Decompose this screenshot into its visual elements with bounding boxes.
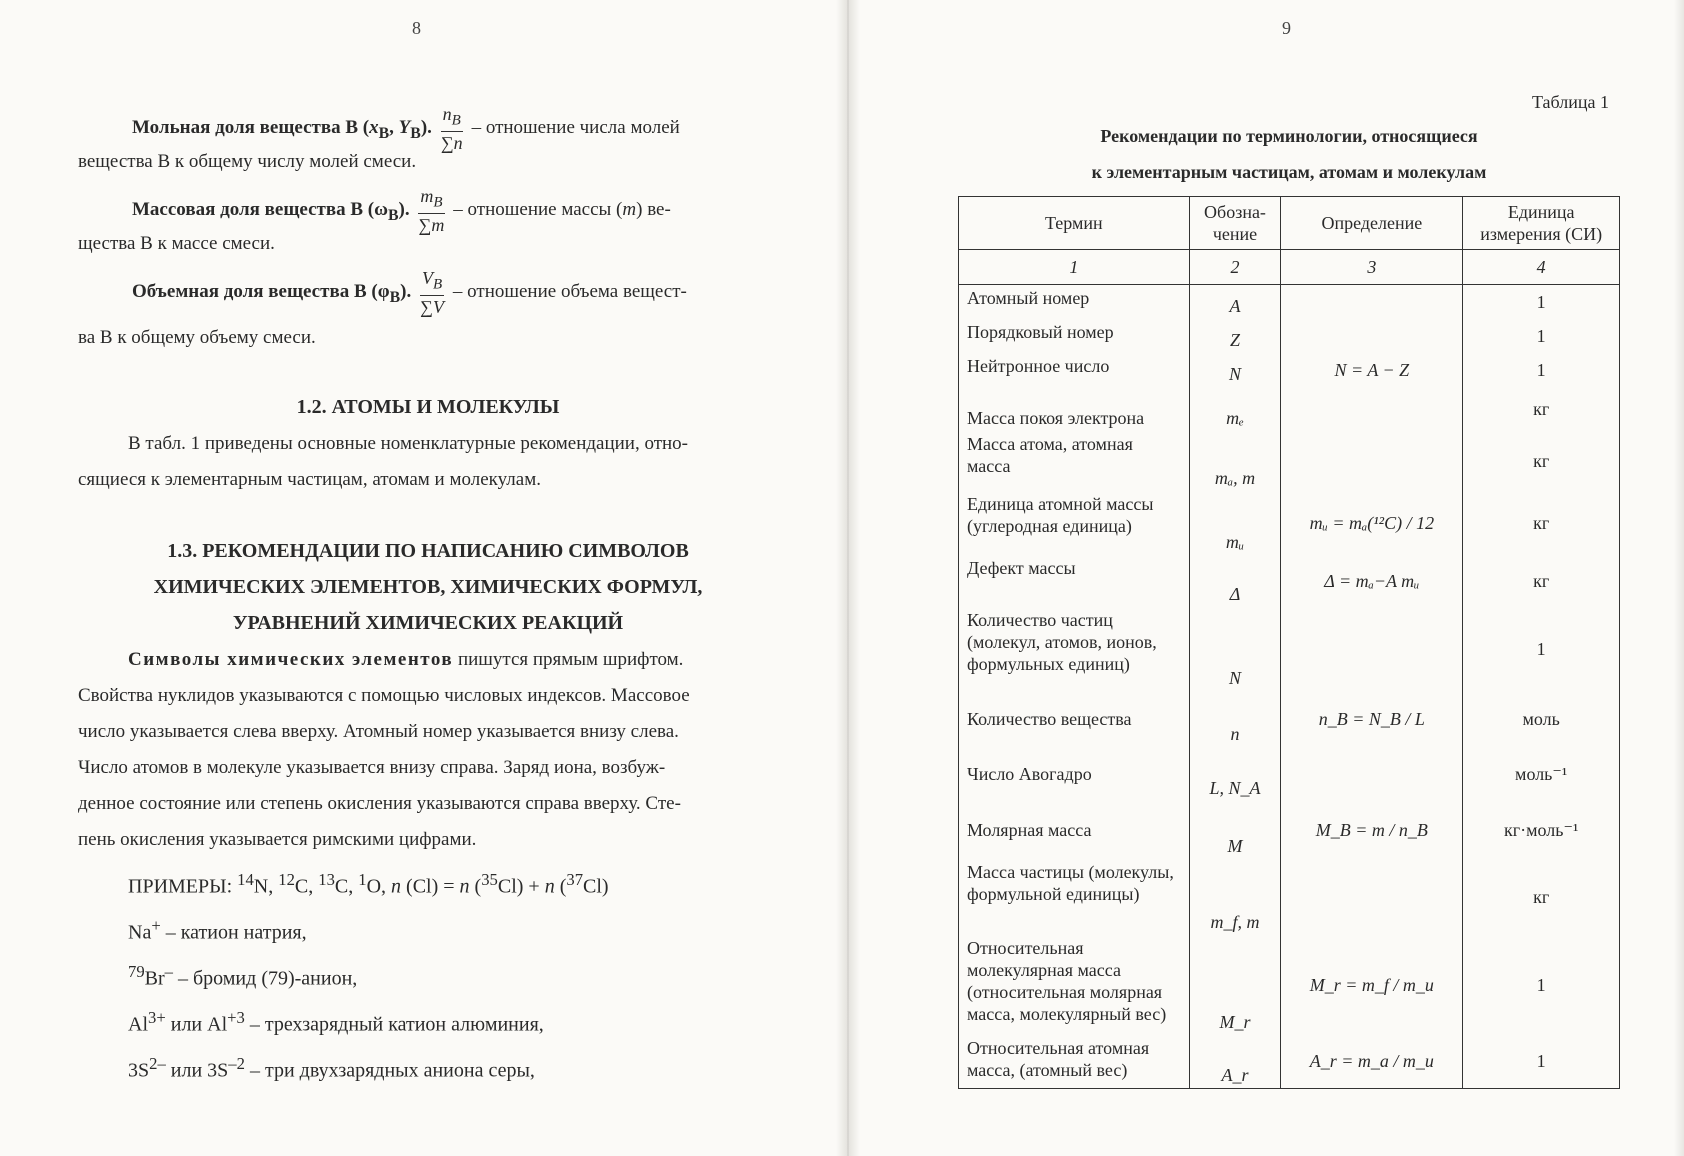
symbol-cell: A bbox=[1189, 285, 1281, 319]
section-1-3-title-line1: 1.3. РЕКОМЕНДАЦИИ ПО НАПИСАНИЮ СИМВОЛОВ bbox=[167, 540, 689, 562]
definition-cell bbox=[1281, 747, 1463, 801]
symbols-line3: Число атомов в молекуле указывается внизу справа. Заряд иона, возбуж- bbox=[78, 757, 666, 778]
term-cell: Масса покоя электрона bbox=[959, 387, 1190, 431]
example-na: Na+ – катион натрия, bbox=[128, 916, 307, 944]
symbol-cell: mₐ, m bbox=[1189, 431, 1281, 491]
table-row bbox=[959, 691, 1620, 747]
symbols-line4: денное состояние или степень окисления указываются справа вверху. Сте- bbox=[78, 793, 681, 814]
symbol-cell: mₑ bbox=[1189, 387, 1281, 431]
symbol-cell: Z bbox=[1189, 319, 1281, 353]
symbols-lead-bold: Символы химических элементов bbox=[128, 649, 454, 670]
definition-cell bbox=[1281, 319, 1463, 353]
unit-cell: кг·моль⁻¹ bbox=[1463, 801, 1620, 859]
unit-cell: 1 bbox=[1463, 935, 1620, 1035]
term-cell: Порядковый номер bbox=[959, 319, 1190, 353]
symbol-cell: mᵤ bbox=[1189, 491, 1281, 555]
symbols-line1: Свойства нуклидов указываются с помощью числовых индексов. Массовое bbox=[78, 685, 690, 706]
definition-cell: A_r = m_a / m_u bbox=[1281, 1035, 1463, 1089]
unit-cell: моль⁻¹ bbox=[1463, 747, 1620, 801]
term-cell: Атомный номер bbox=[959, 285, 1190, 319]
mass-fraction-line2: щества В к массе смеси. bbox=[78, 233, 275, 254]
symbols-line5: пень окисления указывается римскими цифрами. bbox=[78, 829, 477, 850]
col-number: 3 bbox=[1281, 250, 1463, 285]
unit-cell: 1 bbox=[1463, 1035, 1620, 1089]
examples-line: ПРИМЕРЫ: $^{14}$N, $^{12}$C, $^{13}$C, $^1$O, n (Cl) = n ($^{35}$Cl) + n ($^{37}$Cl) bbox=[128, 870, 609, 898]
table-title-line1: Рекомендации по терминологии, относящиеся bbox=[1100, 126, 1478, 146]
mole-fraction-line: Мольная доля вещества В ($x_B$, $Y_B$). $\frac{n_B}{\sum n}$ – отношение числа молей bbox=[132, 104, 680, 153]
symbol-cell: L, N_A bbox=[1189, 747, 1281, 801]
col-number: 2 bbox=[1189, 250, 1281, 285]
unit-cell: кг bbox=[1463, 859, 1620, 935]
table-row bbox=[959, 353, 1620, 387]
column-numbers-row bbox=[959, 250, 1620, 285]
table-row bbox=[959, 607, 1620, 691]
col-header-definition: Определение bbox=[1281, 197, 1463, 250]
table-row bbox=[959, 285, 1620, 319]
table-row bbox=[959, 555, 1620, 607]
table-header-row bbox=[959, 197, 1620, 250]
definition-cell bbox=[1281, 387, 1463, 431]
term-cell: Масса атома, атомная масса bbox=[959, 431, 1190, 491]
term-cell: Относительная молекулярная масса (относительная молярная масса, молекулярный вес) bbox=[959, 935, 1190, 1035]
definition-cell: n_B = N_B / L bbox=[1281, 691, 1463, 747]
section-1-3-title-line3: УРАВНЕНИЙ ХИМИЧЕСКИХ РЕАКЦИЙ bbox=[232, 612, 624, 634]
mass-fraction-label: Массовая доля вещества В (ω bbox=[132, 199, 388, 221]
table-caption: Таблица 1 bbox=[1532, 92, 1609, 112]
mass-fraction-formula: $\frac{m_B}{\sum m}$ bbox=[418, 186, 445, 235]
term-cell: Число Авогадро bbox=[959, 747, 1190, 801]
definition-cell bbox=[1281, 859, 1463, 935]
symbol-cell: M_r bbox=[1189, 935, 1281, 1035]
col-header-symbol: Обозна- чение bbox=[1189, 197, 1281, 250]
example-s: $3S^{2-}$ или $3S^{-2}$ – три двухзарядных аниона серы, bbox=[128, 1054, 535, 1082]
term-cell: Масса частицы (молекулы, формульной единицы) bbox=[959, 859, 1190, 935]
unit-cell: кг bbox=[1463, 431, 1620, 491]
table-row bbox=[959, 431, 1620, 491]
col-header-unit: Единица измерения (СИ) bbox=[1463, 197, 1620, 250]
term-cell: Количество вещества bbox=[959, 691, 1190, 747]
col-number: 4 bbox=[1463, 250, 1620, 285]
mass-fraction-line: Массовая доля вещества В $(\omega_B)$. $\frac{m_B}{\sum m}$ – отношение массы (m) ве- bbox=[132, 186, 671, 235]
definition-cell bbox=[1281, 607, 1463, 691]
page-number-left: 8 bbox=[412, 18, 421, 38]
volume-fraction-line: Объемная доля вещества В $(\varphi_B)$. $\frac{V_B}{\sum V}$ – отношение объема вещест- bbox=[132, 268, 687, 317]
mole-fraction-label: Мольная доля вещества В ( bbox=[132, 117, 370, 139]
mole-fraction-line2: вещества В к общему числу молей смеси. bbox=[78, 151, 417, 172]
volume-fraction-label: Объемная доля вещества В (φ bbox=[132, 281, 390, 303]
definition-cell: M_B = m / n_B bbox=[1281, 801, 1463, 859]
unit-cell: моль bbox=[1463, 691, 1620, 747]
unit-cell: кг bbox=[1463, 491, 1620, 555]
section-1-2-para-line2: сящиеся к элементарным частицам, атомам и молекулам. bbox=[78, 469, 541, 490]
col-number: 1 bbox=[959, 250, 1190, 285]
term-cell: Нейтронное число bbox=[959, 353, 1190, 387]
unit-cell: кг bbox=[1463, 555, 1620, 607]
term-cell: Относительная атомная масса, (атомный вес) bbox=[959, 1035, 1190, 1089]
section-1-2-para-line1: В табл. 1 приведены основные номенклатурные рекомендации, отно- bbox=[128, 433, 689, 454]
section-1-2-title: 1.2. АТОМЫ И МОЛЕКУЛЫ bbox=[296, 396, 560, 418]
term-cell: Количество частиц (молекул, атомов, ионов, формульных единиц) bbox=[959, 607, 1190, 691]
definition-cell bbox=[1281, 285, 1463, 319]
example-al: $Al^{3+}$ или $Al^{+3}$ – трехзарядный катион алюминия, bbox=[128, 1008, 544, 1036]
symbols-line2: число указывается слева вверху. Атомный номер указывается внизу слева. bbox=[78, 721, 679, 742]
volume-fraction-formula: $\frac{V_B}{\sum V}$ bbox=[420, 268, 444, 317]
definition-cell: M_r = m_f / m_u bbox=[1281, 935, 1463, 1035]
table-row bbox=[959, 1035, 1620, 1089]
term-cell: Единица атомной массы (углеродная единица) bbox=[959, 491, 1190, 555]
unit-cell: 1 bbox=[1463, 319, 1620, 353]
unit-cell: 1 bbox=[1463, 285, 1620, 319]
book-gutter bbox=[836, 0, 860, 1156]
definition-cell: N = A − Z bbox=[1281, 353, 1463, 387]
volume-fraction-line2: ва В к общему объему смеси. bbox=[78, 327, 316, 348]
term-cell: Дефект массы bbox=[959, 555, 1190, 607]
term-cell: Молярная масса bbox=[959, 801, 1190, 859]
symbol-cell: Δ bbox=[1189, 555, 1281, 607]
symbol-cell: M bbox=[1189, 801, 1281, 859]
table-row bbox=[959, 387, 1620, 431]
unit-cell: 1 bbox=[1463, 353, 1620, 387]
table-row bbox=[959, 859, 1620, 935]
symbol-cell: n bbox=[1189, 691, 1281, 747]
col-header-term: Термин bbox=[959, 197, 1190, 250]
table-row bbox=[959, 319, 1620, 353]
unit-cell: 1 bbox=[1463, 607, 1620, 691]
symbols-lead-line: Символы химических элементов пишутся прямым шрифтом. bbox=[128, 649, 684, 670]
section-1-3-title-line2: ХИМИЧЕСКИХ ЭЛЕМЕНТОВ, ХИМИЧЕСКИХ ФОРМУЛ, bbox=[153, 576, 703, 598]
table-row bbox=[959, 747, 1620, 801]
table-title-line2: к элементарным частицам, атомам и молекулам bbox=[1091, 162, 1487, 182]
page-edge bbox=[1674, 0, 1684, 1156]
symbol-cell: N bbox=[1189, 353, 1281, 387]
definition-cell: mᵤ = mₐ(¹²C) / 12 bbox=[1281, 491, 1463, 555]
table-row bbox=[959, 935, 1620, 1035]
mole-fraction-formula: $\frac{n_B}{\sum n}$ bbox=[440, 104, 463, 153]
symbol-cell: N bbox=[1189, 607, 1281, 691]
terminology-table bbox=[958, 196, 1620, 1089]
page-number-right: 9 bbox=[1282, 18, 1291, 38]
symbol-cell: A_r bbox=[1189, 1035, 1281, 1089]
definition-cell bbox=[1281, 431, 1463, 491]
symbol-cell: m_f, m bbox=[1189, 859, 1281, 935]
example-br: $^{79}$Br– – бромид (79)-анион, bbox=[128, 962, 358, 990]
unit-cell: кг bbox=[1463, 387, 1620, 431]
table-row bbox=[959, 491, 1620, 555]
table-row bbox=[959, 801, 1620, 859]
definition-cell: Δ = mₐ−A mᵤ bbox=[1281, 555, 1463, 607]
